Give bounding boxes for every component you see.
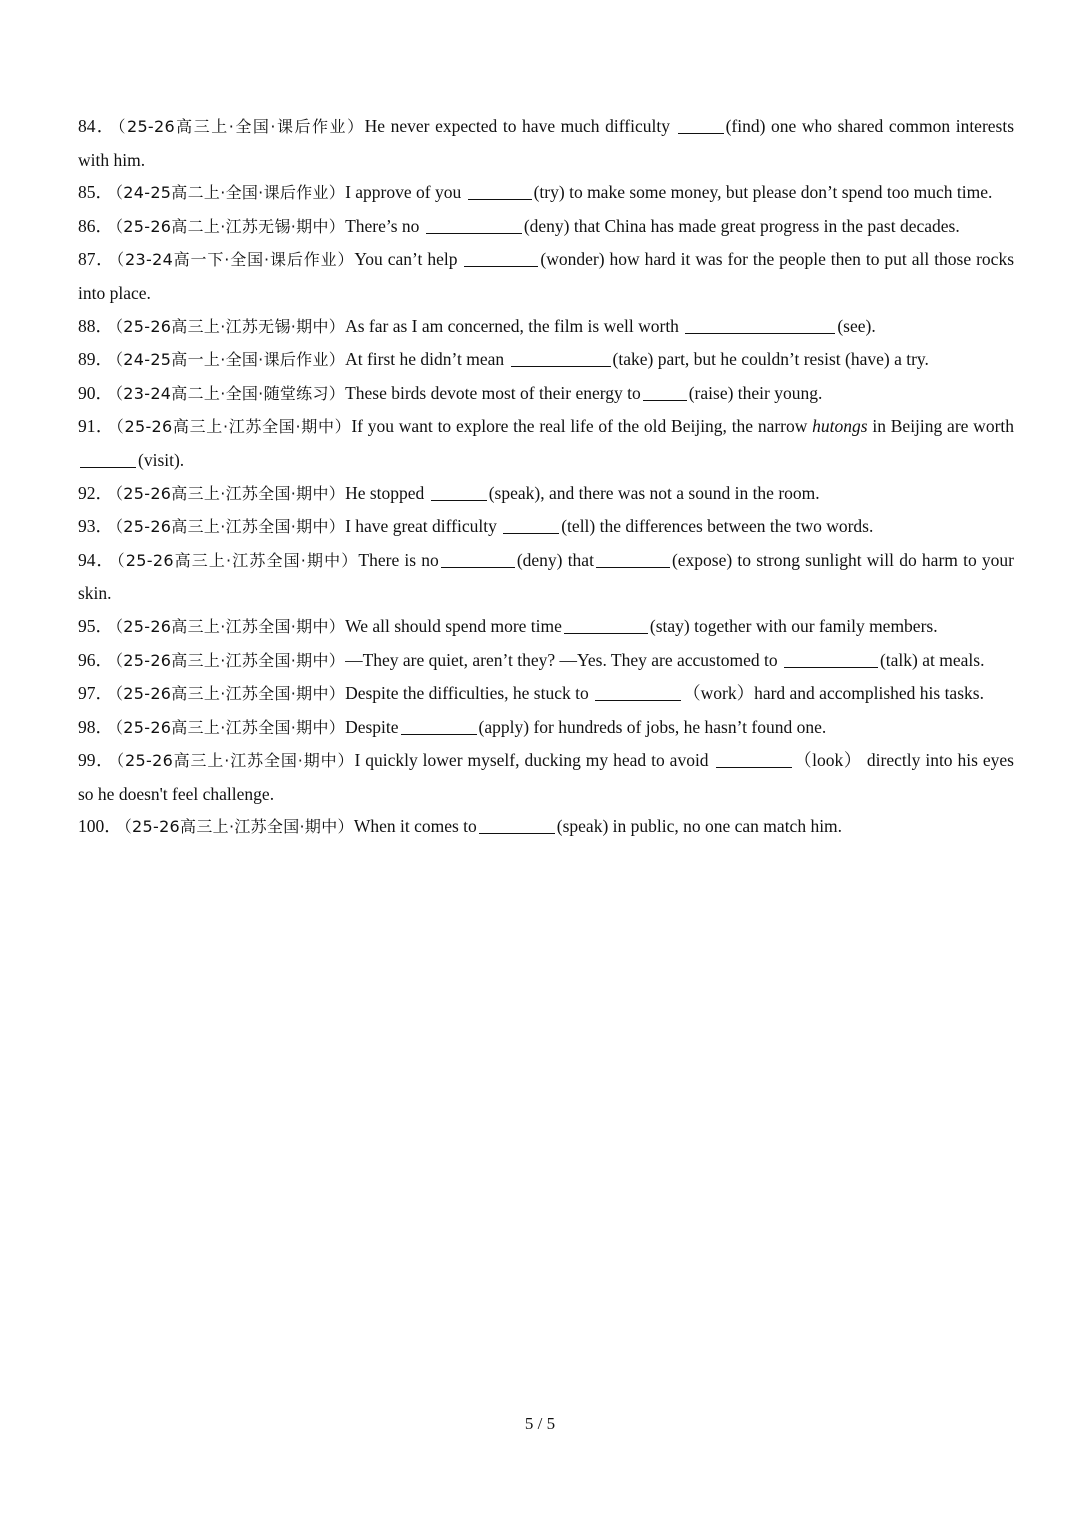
question-item [78, 711, 1014, 745]
question-text: (expose) to strong sunlight will do harm to your skin. [78, 549, 1014, 604]
question-number: 100． [78, 816, 122, 837]
question-number: 98． [78, 716, 113, 737]
question-item [78, 343, 1014, 377]
question-text: (talk) at meals. [879, 649, 985, 670]
answer-blank[interactable] [784, 649, 878, 668]
answer-blank[interactable] [479, 815, 555, 834]
question-text: (wonder) how hard it was for the people then to put all those rocks into place. [78, 249, 1014, 303]
question-item [78, 210, 1014, 244]
question-source: （25-26高三上·江苏全国·期中） [115, 650, 346, 670]
answer-blank[interactable] [678, 115, 724, 134]
question-text: (tell) the differences between the two words. [561, 516, 874, 537]
question-text: I approve of you [345, 182, 466, 203]
question-source: （23-24高二上·全国·随堂练习） [115, 383, 346, 403]
question-text: (raise) their young. [688, 382, 823, 403]
answer-blank[interactable] [564, 615, 648, 634]
question-text: I have great difficulty [345, 516, 502, 537]
question-text: (speak), and there was not a sound in the room. [488, 482, 820, 503]
question-source: （24-25高一上·全国·课后作业） [115, 350, 346, 370]
question-text: He stopped [345, 482, 429, 503]
question-source: （25-26高二上·江苏无锡·期中） [115, 216, 346, 236]
question-item [78, 310, 1014, 344]
question-text: At first he didn’t mean [345, 349, 509, 370]
question-number: 91． [78, 416, 114, 437]
answer-blank[interactable] [401, 716, 477, 735]
answer-blank[interactable] [716, 749, 792, 768]
question-item [78, 677, 1014, 711]
question-source: （25-26高三上·江苏全国·期中） [115, 417, 352, 437]
answer-blank[interactable] [595, 682, 681, 701]
question-number: 90． [78, 382, 113, 403]
question-number: 88． [78, 315, 113, 336]
question-source: （25-26高三上·江苏全国·期中） [115, 684, 346, 704]
answer-blank[interactable] [431, 482, 487, 501]
question-text: When it comes to [353, 816, 477, 837]
question-number: 92． [78, 482, 113, 503]
answer-blank[interactable] [441, 549, 515, 568]
question-text: You can’t help [354, 249, 463, 270]
question-source: （25-26高三上·江苏无锡·期中） [115, 316, 346, 336]
question-text: Despite the difficulties, he stuck to [345, 683, 594, 704]
question-item [78, 243, 1014, 309]
question-text: —They are quiet, aren’t they? —Yes. They are accustomed to [345, 649, 782, 670]
question-source: （24-25高二上·全国·课后作业） [115, 183, 346, 203]
question-text: (see). [837, 315, 876, 336]
answer-blank[interactable] [464, 248, 538, 267]
question-number: 96． [78, 649, 113, 670]
question-text: (find) one who shared common interests with him. [78, 116, 1015, 170]
question-text: Despite [345, 716, 399, 737]
question-item [78, 544, 1014, 610]
question-text: These birds devote most of their energy to [345, 382, 641, 403]
question-text: (deny) that China has made great progress in the past decades. [523, 215, 960, 236]
question-source: （25-26高三上·江苏全国·期中） [116, 550, 359, 570]
question-source: （25-26高三上·江苏全国·期中） [115, 717, 346, 737]
question-item [78, 110, 1014, 176]
answer-blank[interactable] [511, 348, 611, 367]
question-text: （work）hard and accomplished his tasks. [683, 683, 984, 704]
question-number: 99． [78, 750, 115, 771]
question-text: (apply) for hundreds of jobs, he hasn’t found one. [478, 716, 827, 737]
question-number: 87． [78, 249, 115, 270]
question-text: (deny) that [516, 549, 594, 570]
question-item [78, 176, 1014, 210]
question-text: in Beijing are worth [867, 416, 1015, 437]
question-text: As far as I am concerned, the film is well worth [345, 315, 684, 336]
question-source: （23-24高一下·全国·课后作业） [116, 250, 355, 270]
question-text: If you want to explore the real life of the old Beijing, the narrow [351, 416, 813, 437]
question-number: 97． [78, 683, 113, 704]
answer-blank[interactable] [426, 215, 522, 234]
answer-blank[interactable] [468, 181, 532, 200]
question-item [78, 744, 1014, 810]
question-number: 86． [78, 215, 113, 236]
question-source: （25-26高三上·江苏全国·期中） [115, 517, 346, 537]
question-source: （25-26高三上·江苏全国·期中） [115, 483, 346, 503]
question-text: He never expected to have much difficulty [364, 116, 676, 136]
question-text: (stay) together with our family members. [649, 615, 938, 636]
question-source: （25-26高三上·江苏全国·期中） [116, 751, 355, 771]
answer-blank[interactable] [80, 449, 136, 468]
question-text: (try) to make some money, but please don’t spend too much time. [533, 182, 993, 203]
question-number: 94． [78, 549, 115, 570]
question-number: 85． [78, 182, 113, 203]
answer-blank[interactable] [503, 515, 559, 534]
page-number: 5 / 5 [524, 1414, 556, 1433]
question-text: (take) part, but he couldn’t resist (have) a try. [612, 349, 929, 370]
question-source: （25-26高三上·江苏全国·期中） [123, 817, 354, 837]
question-source: （25-26高三上·江苏全国·期中） [115, 616, 346, 636]
question-number: 89． [78, 349, 113, 370]
question-item [78, 377, 1014, 411]
question-text: There is no [358, 549, 439, 570]
question-list [78, 110, 1014, 844]
question-number: 84． [78, 116, 116, 136]
question-item [78, 644, 1014, 678]
question-text: (speak) in public, no one can match him. [556, 816, 843, 837]
question-text: （look） directly into his eyes so he doesn't feel challenge. [78, 750, 1014, 804]
question-item [78, 810, 1014, 844]
answer-blank[interactable] [596, 549, 670, 568]
question-number: 95． [78, 615, 113, 636]
question-text: (visit). [138, 449, 185, 470]
question-item [78, 510, 1014, 544]
question-item [78, 477, 1014, 511]
question-text: There’s no [345, 215, 424, 236]
italic-term: hutongs [812, 416, 868, 437]
question-item [78, 610, 1014, 644]
question-text: We all should spend more time [345, 615, 562, 636]
question-number: 93． [78, 516, 113, 537]
answer-blank[interactable] [685, 315, 835, 334]
question-text: I quickly lower myself, ducking my head to avoid [354, 750, 714, 771]
question-item [78, 410, 1014, 476]
answer-blank[interactable] [643, 382, 687, 401]
question-source: （25-26高三上·全国·课后作业） [117, 117, 365, 136]
